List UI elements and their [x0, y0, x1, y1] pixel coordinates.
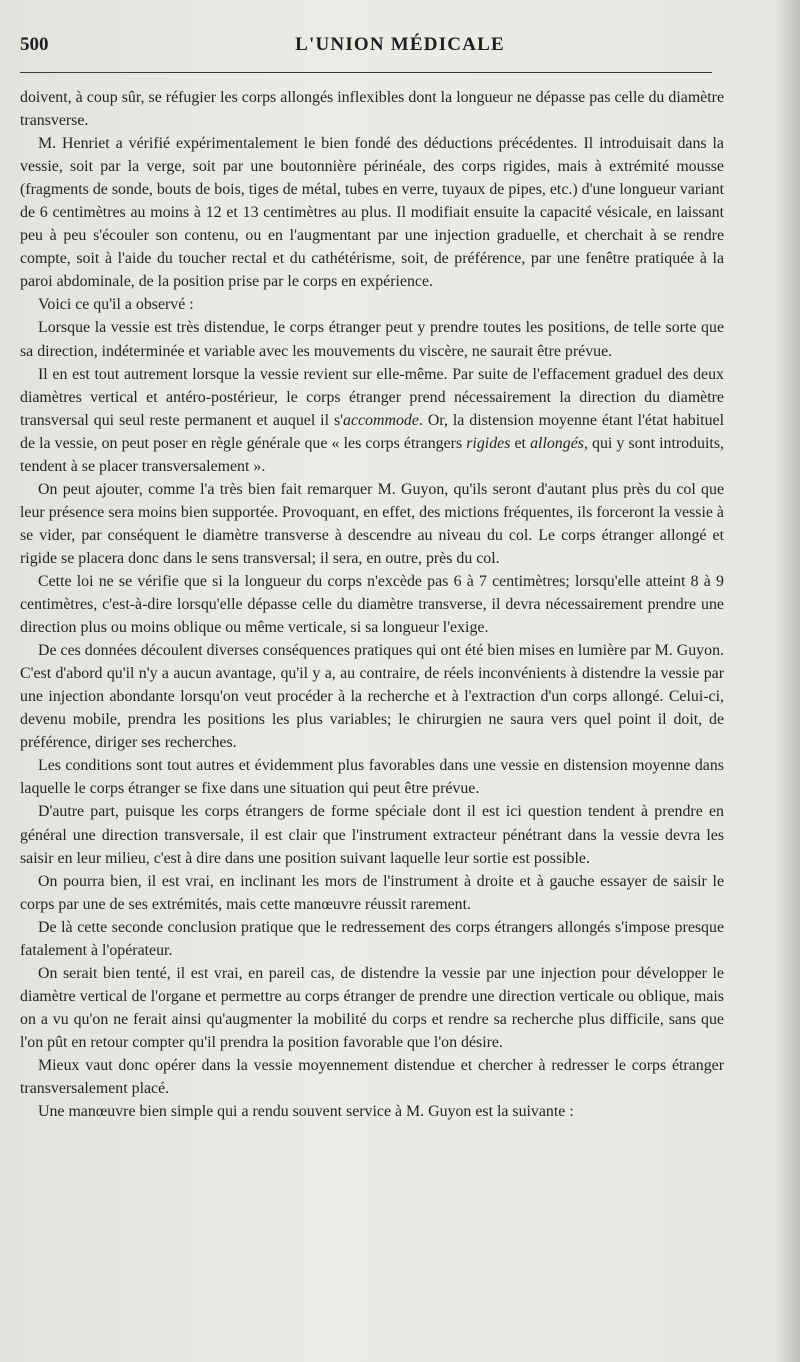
paragraph: On serait bien tenté, il est vrai, en pareil cas, de distendre la vessie par une injection pour développer le diamètre vertical de l'organe et permettre au corps étranger de prendre une direction verticale ou oblique, mais on a vu qu'on ne ferait ainsi qu'augmenter la mobilité du corps et rendre sa recherche plus difficile, sans que l'on pût en retour compter qu'il prendra la position favorable que l'on désire.: [20, 964, 724, 1051]
body-text: [20, 86, 724, 1123]
text-run: . Or, la distension moyenne étant l'état habituel de la vessie, on peut poser en règle générale que « les corps étrangers: [20, 411, 724, 452]
paragraph: Mieux vaut donc opérer dans la vessie moyennement distendue et chercher à redresser le corps étranger transversalement placé.: [20, 1056, 724, 1098]
paragraph: On peut ajouter, comme l'a très bien fait remarquer M. Guyon, qu'ils seront d'autant plus près du col que leur présence sera moins bien supportée. Provoquant, en effet, des mictions fréquentes, ils forceront la vessie à se vider, par conséquent le diamètre transverse à descendre au niveau du col. Le corps étranger allongé et rigide se placera donc dans le sens transversal; il sera, en outre, près du col.: [20, 480, 724, 567]
paragraph: Une manœuvre bien simple qui a rendu souvent service à M. Guyon est la suivante :: [38, 1103, 574, 1121]
paragraph: Voici ce qu'il a observé :: [38, 296, 194, 314]
paragraph: Les conditions sont tout autres et évidemment plus favorables dans une vessie en distension moyenne dans laquelle le corps étranger se fixe dans une situation qui peut être prévue.: [20, 757, 724, 798]
italic-term: accommode: [343, 411, 419, 429]
page-edge-shadow: [774, 0, 800, 1362]
paragraph: D'autre part, puisque les corps étrangers de forme spéciale dont il est ici question tendent à prendre en général une direction transversale, il est clair que l'instrument extracteur pénétrant dans la vessie devra les saisir en leur milieu, c'est à dire dans une position suivant laquelle leur sortie est possible.: [20, 803, 724, 867]
header-rule: [20, 72, 712, 73]
paragraph: doivent, à coup sûr, se réfugier les corps allongés inflexibles dont la longueur ne dépasse pas celle du diamètre transverse.: [20, 89, 724, 130]
italic-term: allongés: [530, 434, 584, 452]
paragraph: De ces données découlent diverses conséquences pratiques qui ont été bien mises en lumière par M. Guyon. C'est d'abord qu'il n'y a aucun avantage, qu'il y a, au contraire, de réels inconvénients à distendre la vessie par une injection abondante lorsqu'on veut procéder à la recherche et à l'extraction d'un corps allongé. Celui-ci, devenu mobile, prendra les positions les plus variables; le chirurgien ne saura vers quel point il doit, de préférence, diriger ses recherches.: [20, 642, 724, 752]
paragraph: On pourra bien, il est vrai, en inclinant les mors de l'instrument à droite et à gauche essayer de saisir le corps par une de ses extrémités, mais cette manœuvre réussit rarement.: [20, 872, 724, 913]
italic-term: rigides: [466, 434, 511, 452]
paragraph: De là cette seconde conclusion pratique que le redressement des corps étrangers allongés s'impose presque fatalement à l'opérateur.: [20, 918, 724, 959]
page-header: [20, 30, 780, 60]
paragraph: [20, 363, 724, 478]
paragraph: Cette loi ne se vérifie que si la longueur du corps n'excède pas 6 à 7 centimètres; lorsqu'elle atteint 8 à 9 centimètres, c'est-à-dire lorsqu'elle dépasse celle du diamètre transverse, il devra nécessairement prendre une direction plus ou moins oblique ou même verticale, si sa longueur l'exige.: [20, 572, 724, 637]
page-number: 500: [20, 34, 49, 55]
running-title: L'UNION MÉDICALE: [295, 34, 505, 55]
text-run: , qui y sont introduits, tendent à se placer transversalement ».: [20, 434, 724, 475]
text-run: Il en est tout autrement lorsque la vessie revient sur elle-même. Par suite de l'effacement graduel des deux diamètres vertical et antéro-postérieur, le corps étranger prend nécessairement la direction du diamètre transversal qui seul reste permanent et auquel il s': [20, 365, 724, 429]
paragraph: M. Henriet a vérifié expérimentalement le bien fondé des déductions précédentes. Il introduisait dans la vessie, soit par la verge, soit par une boutonnière périnéale, des corps rigides, mais à extrémité mousse (fragments de sonde, bouts de bois, tiges de métal, tubes en verre, tuyaux de pipes, etc.) d'une longueur variant de 6 centimètres au moins à 12 et 13 centimètres au plus. Il modifiait ensuite la capacité vésicale, en laissant peu à peu s'écouler son contenu, ou en l'augmentant par une injection graduelle, et cherchait à se rendre compte, soit à l'aide du toucher rectal et du cathétérisme, soit, de préférence, par une fenêtre pratiquée à la paroi abdominale, de la position prise par le corps en expérience.: [20, 135, 724, 291]
paragraph: Lorsque la vessie est très distendue, le corps étranger peut y prendre toutes les positions, de telle sorte que sa direction, indéterminée et variable avec les mouvements du viscère, ne saurait être prévue.: [20, 319, 724, 360]
text-run: et: [510, 434, 531, 452]
